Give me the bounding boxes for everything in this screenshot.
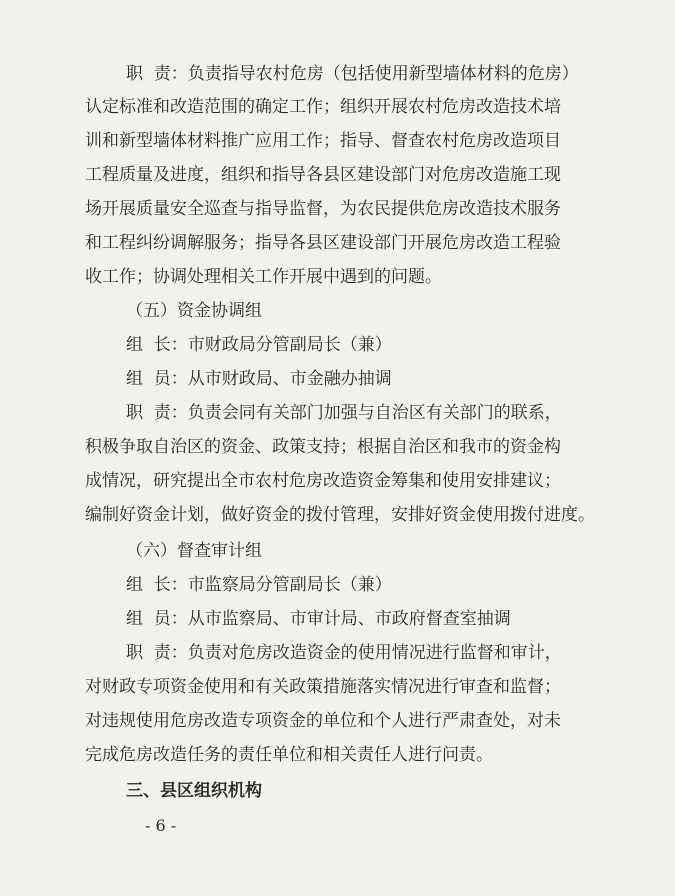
body-line: 认定标准和改造范围的确定工作；组织开展农村危房改造技术培	[85, 97, 561, 117]
group5-duties-line: 积极争取自治区的资金、政策支持；根据自治区和我市的资金构	[85, 437, 561, 457]
group6-duties-line: 职 责：负责对危房改造资金的使用情况进行监督和审计，	[126, 643, 562, 663]
body-line: 场开展质量安全巡查与指导监督，为农民提供危房改造技术服务	[85, 199, 561, 219]
section-heading: 三、县区组织机构	[126, 781, 262, 801]
group5-leader: 组 长：市财政局分管副局长（兼）	[126, 335, 392, 355]
body-line: 职 责：负责指导农村危房（包括使用新型墙体材料的危房）	[126, 64, 579, 84]
group6-duties-line: 对违规使用危房改造专项资金的单位和个人进行严肃查处，对未	[85, 711, 561, 731]
body-line: 工程质量及进度，组织和指导各县区建设部门对危房改造施工现	[85, 165, 561, 185]
body-line: 训和新型墙体材料推广应用工作；指导、督查农村危房改造项目	[85, 131, 561, 151]
group6-duties-line: 对财政专项资金使用和有关政策措施落实情况进行审查和监督；	[85, 677, 561, 697]
group5-members: 组 员：从市财政局、市金融办抽调	[126, 369, 392, 389]
body-line: 和工程纠纷调解服务；指导各县区建设部门开展危房改造工程验	[85, 233, 561, 253]
body-line: 收工作；协调处理相关工作开展中遇到的问题。	[85, 267, 442, 287]
group6-members: 组 员：从市监察局、市审计局、市政府督查室抽调	[126, 609, 511, 629]
group5-duties-line: 成情况，研究提出全市农村危房改造资金筹集和使用安排建议；	[85, 471, 561, 491]
group5-duties-line: 编制好资金计划，做好资金的拨付管理，安排好资金使用拨付进度。	[85, 505, 595, 525]
group6-leader: 组 长：市监察局分管副局长（兼）	[126, 575, 392, 595]
page-number: - 6 -	[145, 816, 177, 835]
group5-duties-line: 职 责：负责会同有关部门加强与自治区有关部门的联系，	[126, 403, 562, 423]
group5-heading: （五）资金协调组	[126, 301, 262, 321]
group6-duties-line: 完成危房改造任务的责任单位和相关责任人进行问责。	[85, 745, 493, 765]
group6-heading: （六）督查审计组	[126, 541, 262, 561]
